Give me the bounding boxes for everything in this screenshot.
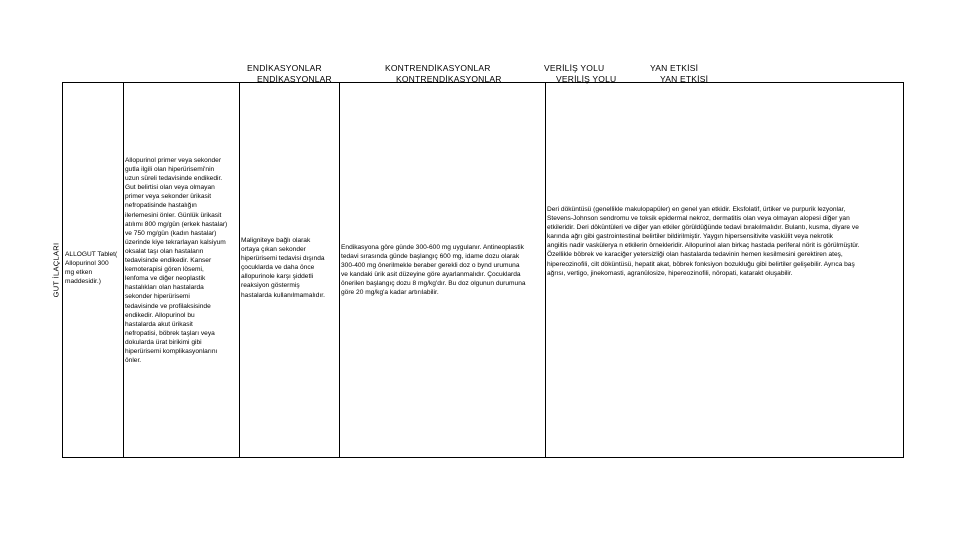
header-indications: ENDİKASYONLAR bbox=[247, 63, 322, 73]
header-indications-shadow: ENDİKASYONLAR bbox=[257, 74, 332, 84]
header-contraindications: KONTRENDİKASYONLAR bbox=[385, 63, 491, 73]
cell-administration: Endikasyona göre günde 300-600 mg uygulanır. Antineoplastik tedavi sırasında günde başlangıç 600 mg, idame dozu olarak 300-400 mg önerilmekle beraber gerekli doz o bynd urumuna ve kandaki ürik asit düzeyine göre ayarlanmalıdır. Çocuklarda önerilen başlangıç dozu 8 mg/kg'dır. Bu doz olgunun durumuna göre 20 mg/kg'a kadar artırılabilir. bbox=[341, 244, 526, 297]
cell-indications: Allopurinol primer veya sekonder gutla ilgili olan hiperürisemi'nin uzun süreli tedavisinde endikedir. Gut belirtisi olan veya olmayan primer veya sekonder ürikasit nefropatisinde hastalığın ilerlemesini önler. Günlük ürikasit atılımı 800 mg/gün (erkek hastalar) ve 750 mg/gün (kadın hastalar) üzerinde kiye tekrarlayan kalsiyum oksalat taşı olan hastaların tedavisinde endikedir. Kanser kemoterapisi gören lösemi, lenfoma ve diğer neoplastik hastalıkları olan hastalarda sekonder hiperürisemi tedavisinde ve profilaksisinde endikedir. Allopurinol bu hastalarda akut ürikasit nefropatisi, böbrek taşları veya dokularda ürat birikimi gibi hiperürisemi komplikasyonlarını önler. bbox=[125, 157, 228, 365]
column-divider bbox=[123, 83, 124, 457]
cell-contraindications: Maligniteye bağlı olarak ortaya çıkan sekonder hiperürisemi tedavisi dışında çocuklarda ve daha önce allopurinole karşı şiddetli reaksiyon göstermiş hastalarda kullanılmamalıdır. bbox=[241, 237, 325, 299]
cell-side-effects: Deri döküntüsü (genellikle makulopapüler) en genel yan etkidir. Eksfolatif, ürtiker ve purpurik lezyonlar, Stevens-Johnson sendromu ve toksik epidermal nekroz, dermatitis olan veya olmayan alopesi diğer yan etkileridir. Deri döküntüleri ve diğer yan etkiler görüldüğünde tedavi bırakılmalıdır. Bulantı, kusma, diyare ve karında ağrı gibi gastrointestinal belirtiler bildirilmiştir. Yaygın hipersensitivite vaskülit veya nekrotik angiitis nadir vaskülerya n etkilerin örnekleridir. Allopurinol alan birkaç hastada periferal nörit is görülmüştür. Özellikle böbrek ve karaciğer yetersizliği olan hastalarda tedavinin hemen kesilmesini gerektiren ateş, hipereozinofili, cilt döküntüsü, hepatit akat, böbrek fonksiyon bozukluğu gibi belirtiler gelişebilir. Ayrıca baş ağrısı, vertigo, jinekomasti, agranülosize, hipereozinofili, nöropati, katarakt oluşabilir. bbox=[547, 206, 860, 277]
column-divider bbox=[239, 83, 240, 457]
header-contraindications-shadow: KONTRENDİKASYONLAR bbox=[396, 74, 502, 84]
column-divider bbox=[339, 83, 340, 457]
cell-drug-name: ALLOGUT Tablet( Allopurinol 300 mg etken maddesidir.) bbox=[65, 251, 118, 286]
row-group-label bbox=[50, 82, 62, 458]
header-administration: VERİLİŞ YOLU bbox=[544, 63, 605, 73]
header-administration-shadow: VERİLİŞ YOLU bbox=[556, 74, 617, 84]
header-side-effects-shadow: YAN ETKİSİ bbox=[660, 74, 709, 84]
drug-table bbox=[62, 82, 904, 458]
row-group-label-text: GUT İLAÇLARI bbox=[51, 242, 61, 298]
header-side-effects: YAN ETKİSİ bbox=[650, 63, 699, 73]
